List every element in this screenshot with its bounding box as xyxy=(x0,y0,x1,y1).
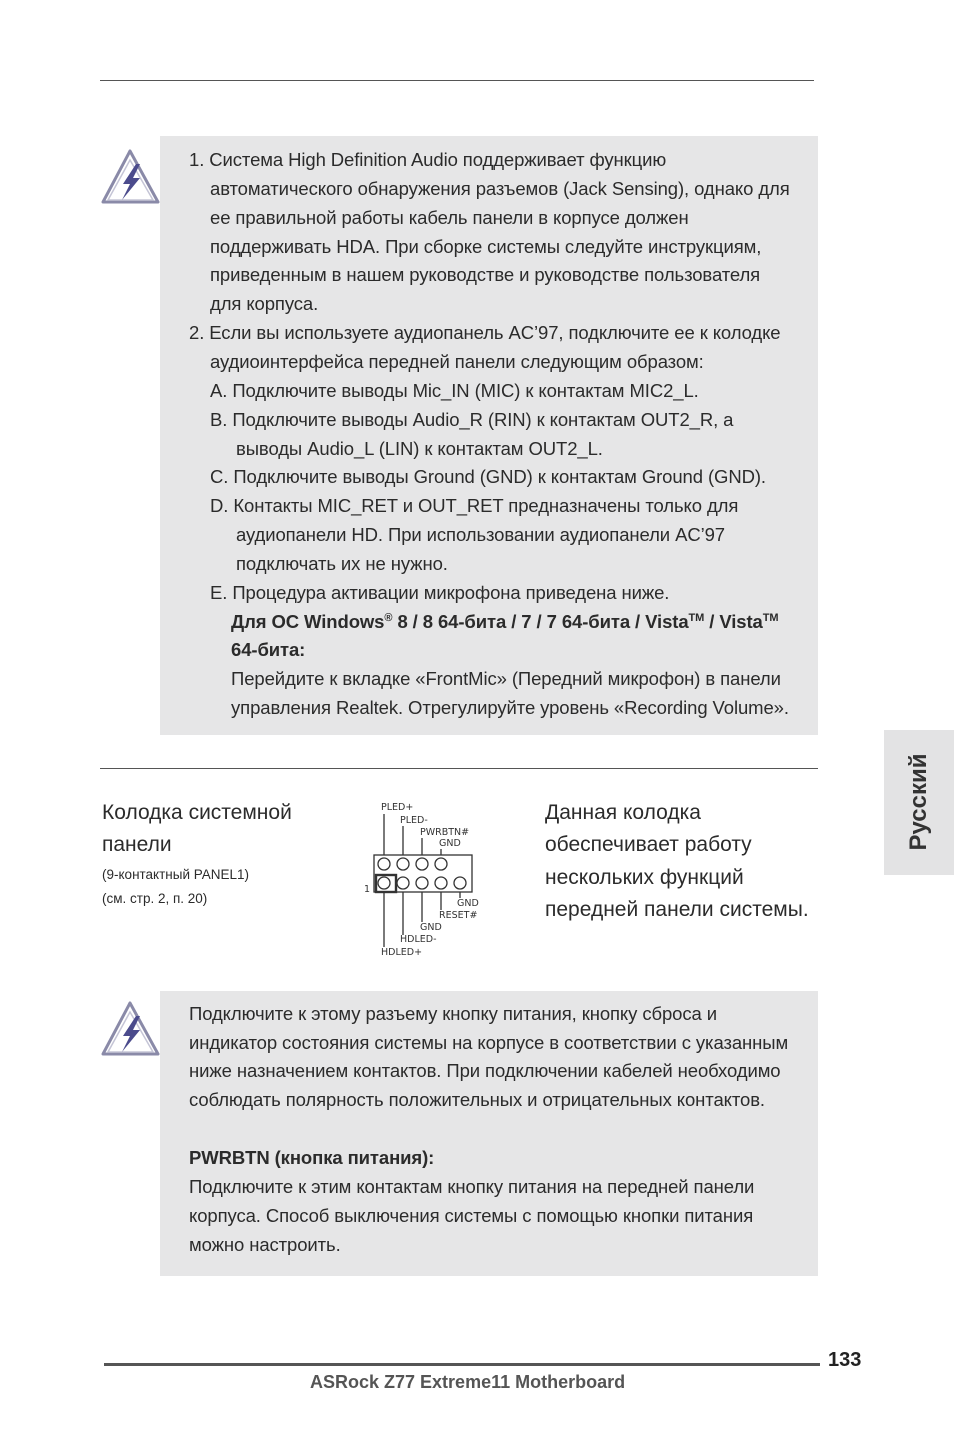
page-number: 133 xyxy=(828,1349,862,1371)
section-desc-line4: передней панели системы. xyxy=(545,898,809,921)
section-rule xyxy=(100,768,818,769)
note1-sub-d-line1: D. Контакты MIC_RET и OUT_RET предназначены только для xyxy=(210,495,739,516)
language-side-tab xyxy=(884,730,954,875)
pin-label-hdled-plus: HDLED+ xyxy=(381,947,423,958)
warning-lightning-icon xyxy=(100,148,162,206)
pin-label-hdled-minus: HDLED- xyxy=(400,934,437,945)
section-title-line2: панели xyxy=(102,833,172,856)
pin-label-pled-minus: PLED- xyxy=(400,815,428,826)
section-desc-line2: обеспечивает работу xyxy=(545,833,752,856)
note2-para-line4: соблюдать полярность положительных и отрицательных контактов. xyxy=(189,1089,765,1110)
note1-item1-line6: для корпуса. xyxy=(210,293,319,314)
note2-para-line1: Подключите к этому разъему кнопку питания, кнопку сброса и xyxy=(189,1003,717,1024)
pin-label-pwrbtn: PWRBTN# xyxy=(420,827,470,838)
note1-item1-line3: ее правильной работы кабель панели в корпусе должен xyxy=(210,207,689,228)
os-heading-line2: 64-бита: xyxy=(231,639,306,660)
panel1-pin-diagram xyxy=(360,798,500,960)
note2-para2-line1: Подключите к этим контактам кнопку питания на передней панели xyxy=(189,1176,755,1197)
note2-para2-line2: корпуса. Способ выключения системы с помощью кнопки питания xyxy=(189,1205,754,1226)
note1-item2-line2: аудиоинтерфейса передней панели следующим образом: xyxy=(210,351,704,372)
pin-label-reset: RESET# xyxy=(439,910,478,921)
note1-item1-line2: автоматического обнаружения разъемов (Jack Sensing), однако для xyxy=(210,178,790,199)
section-page-ref: (см. стр. 2, п. 20) xyxy=(102,891,208,906)
note1-item1-line5: приведенным в нашем руководстве и руководстве пользователя xyxy=(210,264,761,285)
section-desc-line3: нескольких функций xyxy=(545,866,744,889)
note2-para-line2: индикатор состояния системы на корпусе в соответствии с указанным xyxy=(189,1032,789,1053)
note1-sub-c: C. Подключите выводы Ground (GND) к контактам Ground (GND). xyxy=(210,466,766,487)
section-desc-line1: Данная колодка xyxy=(545,801,701,824)
pin-label-gnd-bottom: GND xyxy=(420,922,442,933)
header-rule xyxy=(100,80,814,81)
note1-item1-line4: поддерживать HDA. При сборке системы следуйте инструкциям, xyxy=(210,236,762,257)
note1-sub-b-line1: B. Подключите выводы Audio_R (RIN) к контактам OUT2_R, а xyxy=(210,409,734,430)
warning-lightning-icon xyxy=(100,1000,162,1058)
note1-instruction-line1: Перейдите к вкладке «FrontMic» (Передний микрофон) в панели xyxy=(231,668,781,689)
note1-sub-e: E. Процедура активации микрофона приведена ниже. xyxy=(210,582,670,603)
note1-sub-d-line3: подключать их не нужно. xyxy=(236,553,448,574)
section-subtitle: (9-контактный PANEL1) xyxy=(102,867,250,882)
note1-sub-a: A. Подключите выводы Mic_IN (MIC) к контактам MIC2_L. xyxy=(210,380,699,401)
footer-title: ASRock Z77 Extreme11 Motherboard xyxy=(310,1372,626,1392)
trademark-mark-1: TM xyxy=(688,611,705,624)
pin-label-gnd-bottom-right: GND xyxy=(457,898,479,909)
section-title-line1: Колодка системной xyxy=(102,801,292,824)
note2-para2-line3: можно настроить. xyxy=(189,1234,341,1255)
language-label: Русский xyxy=(905,753,932,851)
pin-label-pled-plus: PLED+ xyxy=(381,802,414,813)
note1-instruction-line2: управления Realtek. Отрегулируйте уровень «Recording Volume». xyxy=(231,697,789,718)
registered-mark: ® xyxy=(384,611,393,624)
footer-rule xyxy=(104,1363,820,1366)
trademark-mark-2: TM xyxy=(762,611,779,624)
note1-item1-line1: 1. Система High Definition Audio поддерживает функцию xyxy=(189,149,667,170)
os-heading-part3: / Vista xyxy=(704,611,763,632)
os-heading-part1: Для ОС Windows xyxy=(231,611,385,632)
pin-label-gnd-top: GND xyxy=(439,838,461,849)
note2-para-line3: ниже назначением контактов. При подключении кабелей необходимо xyxy=(189,1060,781,1081)
os-heading-line1 xyxy=(231,611,778,633)
note1-item2-line1: 2. Если вы используете аудиопанель AC’97, подключите ее к колодке xyxy=(189,322,781,343)
pwrbtn-heading: PWRBTN (кнопка питания): xyxy=(189,1147,435,1168)
pin-one-marker: 1 xyxy=(364,884,371,895)
note1-sub-b-line2: выводы Audio_L (LIN) к контактам OUT2_L. xyxy=(236,438,603,459)
os-heading-part2: 8 / 8 64-бита / 7 / 7 64-бита / Vista xyxy=(392,611,689,632)
note1-sub-d-line2: аудиопанели HD. При использовании аудиопанели AC’97 xyxy=(236,524,725,545)
